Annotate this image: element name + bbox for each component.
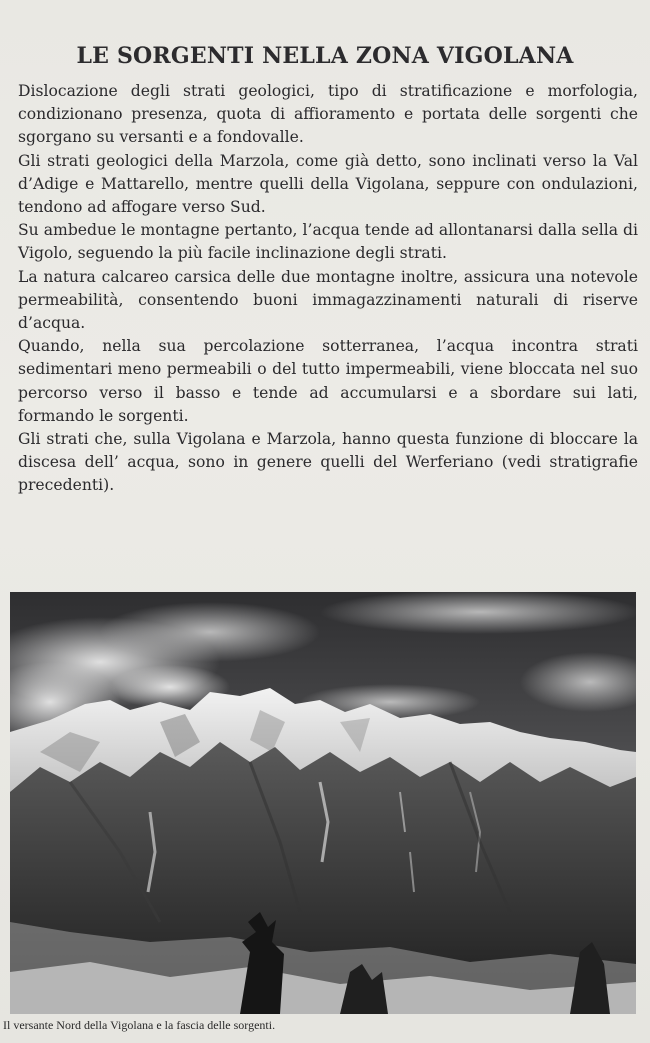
mountain-photo-image: [10, 592, 636, 1014]
paragraph: Gli strati che, sulla Vigolana e Marzola, hanno questa funzione di bloccare la discesa dell’ acqua, sono in genere quelli del Werferiano (vedi stratigrafie precedenti).: [18, 430, 638, 495]
article-body: [18, 80, 638, 498]
paragraph: Dislocazione degli strati geologici, tipo di stratificazione e morfologia, condizionano presenza, quota di affioramento e portata delle sorgenti che sgorgano su versanti e a fondovalle.: [18, 82, 638, 147]
paragraph: Gli strati geologici della Marzola, come già detto, sono inclinati verso la Val d’Adige e Mattarello, mentre quelli della Vigolana, seppure con ondulazioni, tendono ad affogare verso Sud.: [18, 151, 638, 217]
mountain-photo: [10, 592, 636, 1014]
paragraph: Su ambedue le montagne pertanto, l’acqua tende ad allontanarsi dalla sella di Vigolo, seguendo la più facile inclinazione degli strati.: [18, 221, 638, 263]
paragraph: Quando, nella sua percolazione sotterranea, l’acqua incontra strati sedimentari meno permeabili o del tutto impermeabili, viene bloccata nel suo percorso verso il basso e tende ad accumularsi e a sbordare sui lati, formando le sorgenti.: [18, 337, 638, 425]
paragraph: La natura calcareo carsica delle due montagne inoltre, assicura una notevole permeabilità, consentendo buoni immagazzinamenti naturali di riserve d’acqua.: [18, 267, 638, 333]
photo-caption: Il versante Nord della Vigolana e la fascia delle sorgenti.: [3, 1018, 276, 1032]
page-title: LE SORGENTI NELLA ZONA VIGOLANA: [76, 42, 574, 69]
